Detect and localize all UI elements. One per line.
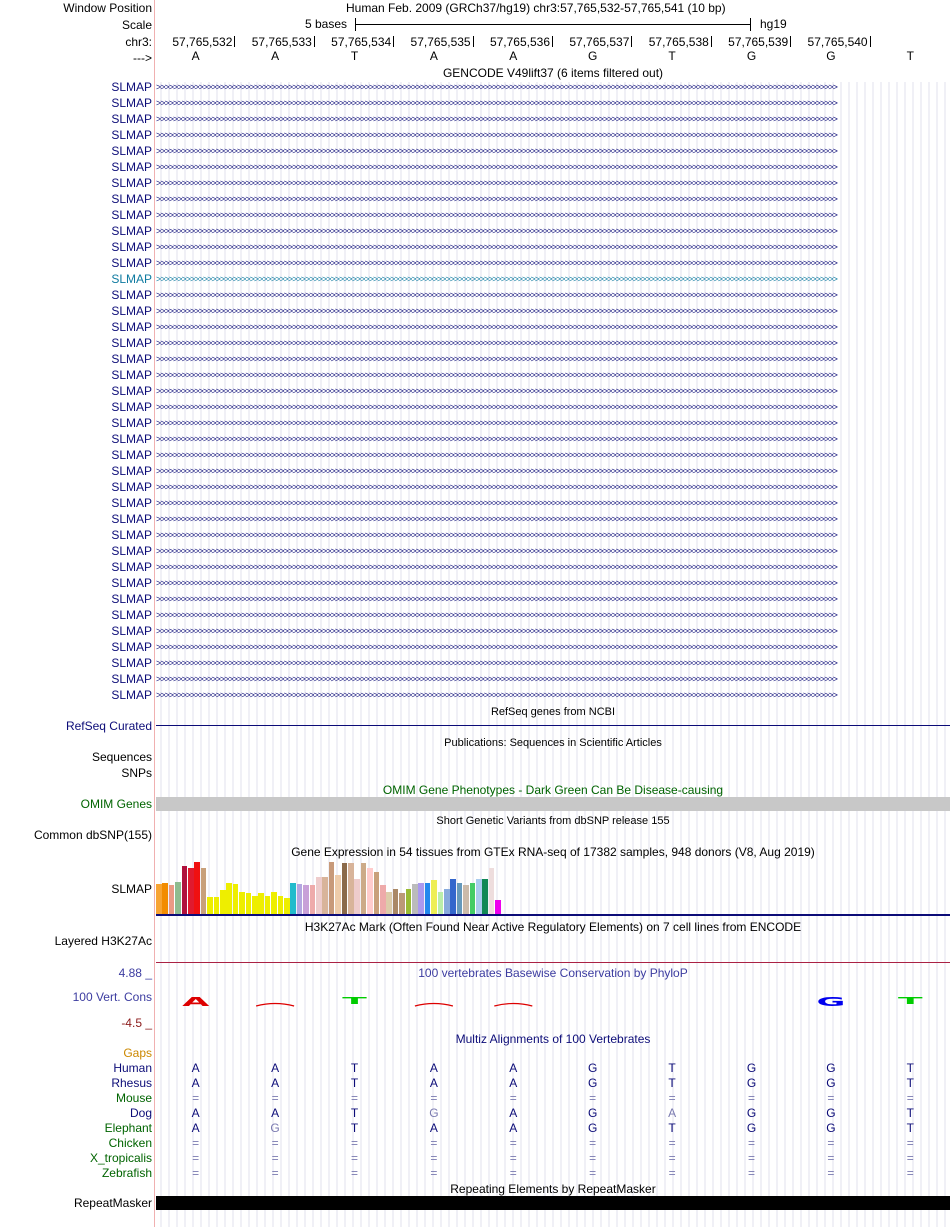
gencode-transcript-label[interactable]: SLMAP — [111, 144, 152, 158]
scale-bar — [355, 24, 751, 25]
gtex-tissue-bar[interactable] — [290, 883, 296, 915]
base-letter: G — [588, 49, 598, 63]
gencode-transcript-label[interactable]: SLMAP — [111, 224, 152, 238]
strand-label: ---> — [133, 51, 152, 65]
multiz-base: A — [429, 1121, 438, 1135]
gencode-transcript-line[interactable]: >>>>>>>>>>>>>>>>>>>>>>>>>>>>>>>>>>>>>>>>>>>>>>>>>>>>>>>>>>>>>>>>>>>>>>>>>>>>>>>>>>>>>>>>>>>>>>>>>>>>>>>>>>>>>>>>>>>>>>>>>>>>>>>>>>>>>>>>>>>>>>>>>>>>>>>>>>>>>>>> — [156, 178, 837, 188]
gtex-tissue-bar[interactable] — [271, 892, 277, 915]
multiz-base: = — [747, 1136, 755, 1150]
base-letter: T — [906, 49, 914, 63]
multiz-species-label[interactable]: Chicken — [108, 1136, 152, 1150]
multiz-base: T — [906, 1061, 914, 1075]
gencode-transcript-label[interactable]: SLMAP — [111, 384, 152, 398]
multiz-species-label[interactable]: Human — [113, 1061, 152, 1075]
gencode-transcript-label[interactable]: SLMAP — [111, 128, 152, 142]
gencode-transcript-label[interactable]: SLMAP — [111, 528, 152, 542]
gtex-tissue-bar[interactable] — [438, 892, 444, 915]
gtex-tissue-bar[interactable] — [476, 879, 482, 915]
gencode-transcript-line[interactable]: >>>>>>>>>>>>>>>>>>>>>>>>>>>>>>>>>>>>>>>>>>>>>>>>>>>>>>>>>>>>>>>>>>>>>>>>>>>>>>>>>>>>>>>>>>>>>>>>>>>>>>>>>>>>>>>>>>>>>>>>>>>>>>>>>>>>>>>>>>>>>>>>>>>>>>>>>>>>>>>> — [156, 482, 837, 492]
position-label: 57,765,538 — [648, 35, 709, 49]
gtex-tissue-bar[interactable] — [278, 896, 284, 915]
omim-track-label[interactable]: OMIM Genes — [80, 797, 152, 811]
phylop-ymin: -4.5 _ — [121, 1016, 152, 1030]
gtex-tissue-bar[interactable] — [482, 879, 488, 915]
gtex-tissue-bar[interactable] — [258, 893, 264, 915]
gencode-transcript-line[interactable]: >>>>>>>>>>>>>>>>>>>>>>>>>>>>>>>>>>>>>>>>>>>>>>>>>>>>>>>>>>>>>>>>>>>>>>>>>>>>>>>>>>>>>>>>>>>>>>>>>>>>>>>>>>>>>>>>>>>>>>>>>>>>>>>>>>>>>>>>>>>>>>>>>>>>>>>>>>>>>>>> — [156, 258, 837, 268]
gencode-transcript-label[interactable]: SLMAP — [111, 480, 152, 494]
multiz-base: = — [430, 1151, 438, 1165]
multiz-base: = — [747, 1091, 755, 1105]
multiz-base: T — [668, 1121, 676, 1135]
multiz-species-label[interactable]: Mouse — [115, 1091, 152, 1105]
multiz-base: A — [271, 1106, 280, 1120]
multiz-species-label[interactable]: Rhesus — [111, 1076, 152, 1090]
gtex-tissue-bar[interactable] — [297, 884, 303, 915]
gtex-tissue-bar[interactable] — [226, 883, 232, 915]
gencode-transcript-line[interactable]: >>>>>>>>>>>>>>>>>>>>>>>>>>>>>>>>>>>>>>>>>>>>>>>>>>>>>>>>>>>>>>>>>>>>>>>>>>>>>>>>>>>>>>>>>>>>>>>>>>>>>>>>>>>>>>>>>>>>>>>>>>>>>>>>>>>>>>>>>>>>>>>>>>>>>>>>>>>>>>>> — [156, 194, 837, 204]
multiz-base: A — [509, 1106, 518, 1120]
gtex-tissue-bar[interactable] — [457, 883, 463, 915]
phylop-letter: T — [898, 994, 923, 1007]
gencode-transcript-line[interactable]: >>>>>>>>>>>>>>>>>>>>>>>>>>>>>>>>>>>>>>>>>>>>>>>>>>>>>>>>>>>>>>>>>>>>>>>>>>>>>>>>>>>>>>>>>>>>>>>>>>>>>>>>>>>>>>>>>>>>>>>>>>>>>>>>>>>>>>>>>>>>>>>>>>>>>>>>>>>>>>>> — [156, 354, 837, 364]
base-letter: A — [191, 49, 200, 63]
multiz-base: A — [191, 1061, 200, 1075]
scale-text: 5 bases — [305, 17, 348, 31]
gencode-transcript-line[interactable]: >>>>>>>>>>>>>>>>>>>>>>>>>>>>>>>>>>>>>>>>>>>>>>>>>>>>>>>>>>>>>>>>>>>>>>>>>>>>>>>>>>>>>>>>>>>>>>>>>>>>>>>>>>>>>>>>>>>>>>>>>>>>>>>>>>>>>>>>>>>>>>>>>>>>>>>>>>>>>>>> — [156, 306, 837, 316]
gtex-tissue-bar[interactable] — [156, 884, 162, 915]
multiz-base: = — [906, 1136, 914, 1150]
gtex-tissue-bar[interactable] — [380, 885, 386, 915]
phylop-track-label[interactable]: 100 Vert. Cons — [72, 990, 152, 1004]
gencode-track-title: GENCODE V49lift37 (6 items filtered out) — [442, 66, 664, 80]
position-tick — [393, 36, 394, 47]
gencode-transcript-label[interactable]: SLMAP — [111, 160, 152, 174]
gencode-transcript-label[interactable]: SLMAP — [111, 368, 152, 382]
multiz-base: G — [746, 1061, 757, 1075]
gencode-transcript-line[interactable]: >>>>>>>>>>>>>>>>>>>>>>>>>>>>>>>>>>>>>>>>>>>>>>>>>>>>>>>>>>>>>>>>>>>>>>>>>>>>>>>>>>>>>>>>>>>>>>>>>>>>>>>>>>>>>>>>>>>>>>>>>>>>>>>>>>>>>>>>>>>>>>>>>>>>>>>>>>>>>>>> — [156, 370, 837, 380]
multiz-base: A — [509, 1121, 518, 1135]
gtex-tissue-bar[interactable] — [412, 884, 418, 915]
multiz-base: T — [350, 1121, 359, 1135]
base-letter: G — [746, 49, 757, 63]
multiz-base: = — [350, 1136, 358, 1150]
gtex-tissue-bar[interactable] — [182, 866, 188, 915]
base-letter: T — [668, 49, 676, 63]
gencode-transcript-line[interactable]: >>>>>>>>>>>>>>>>>>>>>>>>>>>>>>>>>>>>>>>>>>>>>>>>>>>>>>>>>>>>>>>>>>>>>>>>>>>>>>>>>>>>>>>>>>>>>>>>>>>>>>>>>>>>>>>>>>>>>>>>>>>>>>>>>>>>>>>>>>>>>>>>>>>>>>>>>>>>>>>> — [156, 690, 837, 700]
window-position-label: Window Position — [63, 1, 152, 15]
gtex-tissue-bar[interactable] — [233, 884, 239, 915]
gencode-transcript-line[interactable]: >>>>>>>>>>>>>>>>>>>>>>>>>>>>>>>>>>>>>>>>>>>>>>>>>>>>>>>>>>>>>>>>>>>>>>>>>>>>>>>>>>>>>>>>>>>>>>>>>>>>>>>>>>>>>>>>>>>>>>>>>>>>>>>>>>>>>>>>>>>>>>>>>>>>>>>>>>>>>>>> — [156, 210, 837, 220]
multiz-base: A — [668, 1106, 677, 1120]
position-label: 57,765,534 — [331, 35, 392, 49]
gtex-tissue-bar[interactable] — [194, 862, 200, 915]
gtex-tissue-bar[interactable] — [239, 892, 245, 915]
gencode-transcript-line[interactable]: >>>>>>>>>>>>>>>>>>>>>>>>>>>>>>>>>>>>>>>>>>>>>>>>>>>>>>>>>>>>>>>>>>>>>>>>>>>>>>>>>>>>>>>>>>>>>>>>>>>>>>>>>>>>>>>>>>>>>>>>>>>>>>>>>>>>>>>>>>>>>>>>>>>>>>>>>>>>>>>> — [156, 466, 837, 476]
multiz-species-label[interactable]: Gaps — [123, 1046, 152, 1060]
multiz-base: = — [906, 1091, 914, 1105]
multiz-base: A — [509, 1061, 518, 1075]
gtex-tissue-bar[interactable] — [201, 868, 207, 915]
multiz-base: G — [746, 1076, 757, 1090]
gencode-transcript-line[interactable]: >>>>>>>>>>>>>>>>>>>>>>>>>>>>>>>>>>>>>>>>>>>>>>>>>>>>>>>>>>>>>>>>>>>>>>>>>>>>>>>>>>>>>>>>>>>>>>>>>>>>>>>>>>>>>>>>>>>>>>>>>>>>>>>>>>>>>>>>>>>>>>>>>>>>>>>>>>>>>>>> — [156, 82, 837, 92]
multiz-base: A — [271, 1076, 280, 1090]
gencode-transcript-line[interactable]: >>>>>>>>>>>>>>>>>>>>>>>>>>>>>>>>>>>>>>>>>>>>>>>>>>>>>>>>>>>>>>>>>>>>>>>>>>>>>>>>>>>>>>>>>>>>>>>>>>>>>>>>>>>>>>>>>>>>>>>>>>>>>>>>>>>>>>>>>>>>>>>>>>>>>>>>>>>>>>>> — [156, 162, 837, 172]
base-letter: A — [509, 49, 518, 63]
multiz-base: A — [271, 1061, 280, 1075]
gencode-transcript-label[interactable]: SLMAP — [111, 352, 152, 366]
multiz-base: A — [191, 1076, 200, 1090]
dbsnp-track-label[interactable]: Common dbSNP(155) — [33, 828, 152, 842]
gencode-transcript-label[interactable]: SLMAP — [111, 416, 152, 430]
multiz-base: A — [429, 1076, 438, 1090]
gtex-tissue-bar[interactable] — [367, 868, 373, 915]
multiz-base: = — [192, 1091, 200, 1105]
multiz-base: T — [906, 1121, 914, 1135]
gencode-transcript-label[interactable]: SLMAP — [111, 272, 152, 286]
multiz-base: = — [350, 1166, 358, 1180]
multiz-base: = — [906, 1166, 914, 1180]
gencode-transcript-line[interactable]: >>>>>>>>>>>>>>>>>>>>>>>>>>>>>>>>>>>>>>>>>>>>>>>>>>>>>>>>>>>>>>>>>>>>>>>>>>>>>>>>>>>>>>>>>>>>>>>>>>>>>>>>>>>>>>>>>>>>>>>>>>>>>>>>>>>>>>>>>>>>>>>>>>>>>>>>>>>>>>>> — [156, 98, 837, 108]
gencode-transcript-label[interactable]: SLMAP — [111, 576, 152, 590]
refseq-gene-line[interactable] — [156, 725, 950, 726]
omim-track-title: OMIM Gene Phenotypes - Dark Green Can Be Disease-causing — [382, 783, 724, 797]
multiz-base: = — [350, 1091, 358, 1105]
gtex-tissue-bar[interactable] — [214, 897, 220, 915]
gencode-transcript-line[interactable]: >>>>>>>>>>>>>>>>>>>>>>>>>>>>>>>>>>>>>>>>>>>>>>>>>>>>>>>>>>>>>>>>>>>>>>>>>>>>>>>>>>>>>>>>>>>>>>>>>>>>>>>>>>>>>>>>>>>>>>>>>>>>>>>>>>>>>>>>>>>>>>>>>>>>>>>>>>>>>>>> — [156, 642, 837, 652]
gtex-tissue-bar[interactable] — [252, 896, 258, 915]
multiz-base: = — [827, 1151, 835, 1165]
gtex-tissue-bar[interactable] — [207, 897, 213, 915]
gtex-tissue-bar[interactable] — [386, 892, 392, 915]
gencode-transcript-label[interactable]: SLMAP — [111, 496, 152, 510]
gencode-transcript-line[interactable]: >>>>>>>>>>>>>>>>>>>>>>>>>>>>>>>>>>>>>>>>>>>>>>>>>>>>>>>>>>>>>>>>>>>>>>>>>>>>>>>>>>>>>>>>>>>>>>>>>>>>>>>>>>>>>>>>>>>>>>>>>>>>>>>>>>>>>>>>>>>>>>>>>>>>>>>>>>>>>>>> — [156, 514, 837, 524]
gencode-transcript-label[interactable]: SLMAP — [111, 544, 152, 558]
phylop-letter: T — [342, 994, 367, 1007]
gencode-transcript-line[interactable]: >>>>>>>>>>>>>>>>>>>>>>>>>>>>>>>>>>>>>>>>>>>>>>>>>>>>>>>>>>>>>>>>>>>>>>>>>>>>>>>>>>>>>>>>>>>>>>>>>>>>>>>>>>>>>>>>>>>>>>>>>>>>>>>>>>>>>>>>>>>>>>>>>>>>>>>>>>>>>>>> — [156, 546, 837, 556]
multiz-base: G — [429, 1106, 439, 1120]
gencode-transcript-line[interactable]: >>>>>>>>>>>>>>>>>>>>>>>>>>>>>>>>>>>>>>>>>>>>>>>>>>>>>>>>>>>>>>>>>>>>>>>>>>>>>>>>>>>>>>>>>>>>>>>>>>>>>>>>>>>>>>>>>>>>>>>>>>>>>>>>>>>>>>>>>>>>>>>>>>>>>>>>>>>>>>>> — [156, 114, 837, 124]
multiz-base: = — [668, 1091, 676, 1105]
gtex-tissue-bar[interactable] — [335, 875, 341, 915]
multiz-base: = — [668, 1166, 676, 1180]
gtex-track-label[interactable]: SLMAP — [111, 882, 152, 896]
gencode-transcript-label[interactable]: SLMAP — [111, 256, 152, 270]
multiz-base: T — [350, 1061, 359, 1075]
gencode-transcript-line[interactable]: >>>>>>>>>>>>>>>>>>>>>>>>>>>>>>>>>>>>>>>>>>>>>>>>>>>>>>>>>>>>>>>>>>>>>>>>>>>>>>>>>>>>>>>>>>>>>>>>>>>>>>>>>>>>>>>>>>>>>>>>>>>>>>>>>>>>>>>>>>>>>>>>>>>>>>>>>>>>>>>> — [156, 626, 837, 636]
phylop-ymax: 4.88 _ — [118, 966, 152, 980]
gtex-tissue-bar[interactable] — [418, 883, 424, 915]
multiz-base: = — [509, 1166, 517, 1180]
gencode-transcript-label[interactable]: SLMAP — [111, 304, 152, 318]
gtex-tissue-bar[interactable] — [406, 889, 412, 915]
position-tick — [314, 36, 315, 47]
multiz-base: = — [350, 1151, 358, 1165]
gencode-transcript-label[interactable]: SLMAP — [111, 512, 152, 526]
gtex-tissue-bar[interactable] — [354, 879, 360, 915]
gtex-baseline — [156, 914, 950, 916]
multiz-base: A — [509, 1076, 518, 1090]
gencode-transcript-line[interactable]: >>>>>>>>>>>>>>>>>>>>>>>>>>>>>>>>>>>>>>>>>>>>>>>>>>>>>>>>>>>>>>>>>>>>>>>>>>>>>>>>>>>>>>>>>>>>>>>>>>>>>>>>>>>>>>>>>>>>>>>>>>>>>>>>>>>>>>>>>>>>>>>>>>>>>>>>>>>>>>>> — [156, 610, 837, 620]
gencode-transcript-line[interactable]: >>>>>>>>>>>>>>>>>>>>>>>>>>>>>>>>>>>>>>>>>>>>>>>>>>>>>>>>>>>>>>>>>>>>>>>>>>>>>>>>>>>>>>>>>>>>>>>>>>>>>>>>>>>>>>>>>>>>>>>>>>>>>>>>>>>>>>>>>>>>>>>>>>>>>>>>>>>>>>>> — [156, 322, 837, 332]
gencode-transcript-label[interactable]: SLMAP — [111, 240, 152, 254]
scale-bar-right-tick — [750, 18, 751, 31]
multiz-base: = — [430, 1166, 438, 1180]
multiz-base: A — [191, 1121, 200, 1135]
position-tick — [234, 36, 235, 47]
multiz-base: = — [509, 1136, 517, 1150]
multiz-base: G — [270, 1121, 280, 1135]
multiz-base: T — [906, 1106, 914, 1120]
multiz-base: = — [589, 1166, 597, 1180]
gencode-transcript-label[interactable]: SLMAP — [111, 464, 152, 478]
base-letter: A — [429, 49, 438, 63]
gencode-transcript-label[interactable]: SLMAP — [111, 400, 152, 414]
multiz-base: G — [826, 1076, 836, 1090]
multiz-base: = — [192, 1151, 200, 1165]
multiz-species-label[interactable]: Elephant — [104, 1121, 152, 1135]
multiz-base: = — [271, 1166, 279, 1180]
gencode-transcript-line[interactable]: >>>>>>>>>>>>>>>>>>>>>>>>>>>>>>>>>>>>>>>>>>>>>>>>>>>>>>>>>>>>>>>>>>>>>>>>>>>>>>>>>>>>>>>>>>>>>>>>>>>>>>>>>>>>>>>>>>>>>>>>>>>>>>>>>>>>>>>>>>>>>>>>>>>>>>>>>>>>>>>> — [156, 594, 837, 604]
multiz-base: = — [430, 1136, 438, 1150]
gtex-tissue-bar[interactable] — [361, 863, 367, 915]
base-letter: G — [826, 49, 836, 63]
gencode-transcript-line[interactable]: >>>>>>>>>>>>>>>>>>>>>>>>>>>>>>>>>>>>>>>>>>>>>>>>>>>>>>>>>>>>>>>>>>>>>>>>>>>>>>>>>>>>>>>>>>>>>>>>>>>>>>>>>>>>>>>>>>>>>>>>>>>>>>>>>>>>>>>>>>>>>>>>>>>>>>>>>>>>>>>> — [156, 146, 837, 156]
multiz-base: = — [668, 1136, 676, 1150]
dbsnp-track-title: Short Genetic Variants from dbSNP release 155 — [436, 815, 670, 827]
gencode-transcript-label[interactable]: SLMAP — [111, 208, 152, 222]
snps-track-label[interactable]: SNPs — [121, 766, 152, 780]
multiz-base: G — [826, 1106, 836, 1120]
gencode-transcript-label[interactable]: SLMAP — [111, 560, 152, 574]
multiz-base: G — [588, 1121, 598, 1135]
scale-db: hg19 — [760, 17, 787, 31]
gencode-transcript-line[interactable]: >>>>>>>>>>>>>>>>>>>>>>>>>>>>>>>>>>>>>>>>>>>>>>>>>>>>>>>>>>>>>>>>>>>>>>>>>>>>>>>>>>>>>>>>>>>>>>>>>>>>>>>>>>>>>>>>>>>>>>>>>>>>>>>>>>>>>>>>>>>>>>>>>>>>>>>>>>>>>>>> — [156, 658, 837, 668]
gencode-transcript-line[interactable]: >>>>>>>>>>>>>>>>>>>>>>>>>>>>>>>>>>>>>>>>>>>>>>>>>>>>>>>>>>>>>>>>>>>>>>>>>>>>>>>>>>>>>>>>>>>>>>>>>>>>>>>>>>>>>>>>>>>>>>>>>>>>>>>>>>>>>>>>>>>>>>>>>>>>>>>>>>>>>>>> — [156, 242, 837, 252]
position-tick — [631, 36, 632, 47]
position-label: 57,765,539 — [728, 35, 789, 49]
multiz-base: T — [906, 1076, 914, 1090]
multiz-base: G — [746, 1106, 757, 1120]
phylop-track-title: 100 vertebrates Basewise Conservation by PhyloP — [418, 966, 688, 980]
position-label: 57,765,533 — [251, 35, 312, 49]
gtex-tissue-bar[interactable] — [188, 868, 194, 915]
refseq-track-label[interactable]: RefSeq Curated — [65, 719, 152, 733]
gencode-transcript-label[interactable]: SLMAP — [111, 288, 152, 302]
multiz-base: = — [589, 1136, 597, 1150]
phylop-score-mark — [494, 1004, 532, 1007]
base-letter: A — [271, 49, 280, 63]
gtex-tissue-bar[interactable] — [316, 877, 322, 915]
multiz-species-label[interactable]: X_tropicalis — [89, 1151, 152, 1165]
position-label: 57,765,535 — [410, 35, 471, 49]
phylop-logo[interactable] — [0, 990, 950, 1012]
position-tick — [552, 36, 553, 47]
multiz-species-label[interactable]: Dog — [129, 1106, 152, 1120]
gtex-tissue-bar[interactable] — [310, 885, 316, 915]
gencode-transcript-line[interactable]: >>>>>>>>>>>>>>>>>>>>>>>>>>>>>>>>>>>>>>>>>>>>>>>>>>>>>>>>>>>>>>>>>>>>>>>>>>>>>>>>>>>>>>>>>>>>>>>>>>>>>>>>>>>>>>>>>>>>>>>>>>>>>>>>>>>>>>>>>>>>>>>>>>>>>>>>>>>>>>>> — [156, 226, 837, 236]
multiz-base: = — [430, 1091, 438, 1105]
gtex-tissue-bar[interactable] — [322, 877, 328, 915]
gencode-transcript-label[interactable]: SLMAP — [111, 672, 152, 686]
gtex-track-title: Gene Expression in 54 tissues from GTEx RNA-seq of 17382 samples, 948 donors (V8, Aug 2019) — [291, 845, 815, 859]
phylop-score-mark — [256, 1004, 294, 1007]
repeatmasker-feature-bar[interactable] — [156, 1196, 950, 1210]
multiz-base: = — [668, 1151, 676, 1165]
multiz-track-title: Multiz Alignments of 100 Vertebrates — [455, 1032, 651, 1046]
gtex-tissue-bar[interactable] — [431, 880, 437, 915]
multiz-base: = — [192, 1166, 200, 1180]
gtex-tissue-bar[interactable] — [489, 868, 495, 915]
gencode-transcript-line[interactable]: >>>>>>>>>>>>>>>>>>>>>>>>>>>>>>>>>>>>>>>>>>>>>>>>>>>>>>>>>>>>>>>>>>>>>>>>>>>>>>>>>>>>>>>>>>>>>>>>>>>>>>>>>>>>>>>>>>>>>>>>>>>>>>>>>>>>>>>>>>>>>>>>>>>>>>>>>>>>>>>> — [156, 274, 837, 284]
gtex-tissue-bar[interactable] — [450, 879, 456, 915]
gtex-tissue-bar[interactable] — [284, 898, 290, 915]
refseq-track-title: RefSeq genes from NCBI — [490, 706, 616, 718]
multiz-base: = — [192, 1136, 200, 1150]
gencode-transcript-label[interactable]: SLMAP — [111, 624, 152, 638]
gencode-transcript-label[interactable]: SLMAP — [111, 112, 152, 126]
multiz-base: = — [509, 1151, 517, 1165]
scale-bar-left-tick — [355, 18, 356, 31]
gencode-transcript-line[interactable]: >>>>>>>>>>>>>>>>>>>>>>>>>>>>>>>>>>>>>>>>>>>>>>>>>>>>>>>>>>>>>>>>>>>>>>>>>>>>>>>>>>>>>>>>>>>>>>>>>>>>>>>>>>>>>>>>>>>>>>>>>>>>>>>>>>>>>>>>>>>>>>>>>>>>>>>>>>>>>>>> — [156, 498, 837, 508]
gtex-tissue-bar[interactable] — [399, 893, 405, 915]
h3k27ac-track-title: H3K27Ac Mark (Often Found Near Active Regulatory Elements) on 7 cell lines from ENCODE — [304, 920, 802, 934]
phylop-letter: A — [182, 995, 210, 1010]
multiz-base: A — [429, 1061, 438, 1075]
gencode-transcript-label[interactable]: SLMAP — [111, 688, 152, 702]
multiz-base: A — [191, 1106, 200, 1120]
gencode-transcript-label[interactable]: SLMAP — [111, 96, 152, 110]
gencode-transcript-line[interactable]: >>>>>>>>>>>>>>>>>>>>>>>>>>>>>>>>>>>>>>>>>>>>>>>>>>>>>>>>>>>>>>>>>>>>>>>>>>>>>>>>>>>>>>>>>>>>>>>>>>>>>>>>>>>>>>>>>>>>>>>>>>>>>>>>>>>>>>>>>>>>>>>>>>>>>>>>>>>>>>>> — [156, 386, 837, 396]
multiz-base: = — [827, 1166, 835, 1180]
gencode-transcript-line[interactable]: >>>>>>>>>>>>>>>>>>>>>>>>>>>>>>>>>>>>>>>>>>>>>>>>>>>>>>>>>>>>>>>>>>>>>>>>>>>>>>>>>>>>>>>>>>>>>>>>>>>>>>>>>>>>>>>>>>>>>>>>>>>>>>>>>>>>>>>>>>>>>>>>>>>>>>>>>>>>>>>> — [156, 530, 837, 540]
multiz-base: G — [588, 1076, 598, 1090]
multiz-base: T — [668, 1061, 676, 1075]
multiz-base: T — [668, 1076, 676, 1090]
multiz-base: = — [509, 1091, 517, 1105]
gencode-transcript-label[interactable]: SLMAP — [111, 432, 152, 446]
phylop-letter: G — [816, 995, 846, 1010]
gtex-tissue-bar[interactable] — [425, 883, 431, 915]
multiz-base: G — [588, 1061, 598, 1075]
multiz-base: = — [827, 1136, 835, 1150]
gencode-transcript-line[interactable]: >>>>>>>>>>>>>>>>>>>>>>>>>>>>>>>>>>>>>>>>>>>>>>>>>>>>>>>>>>>>>>>>>>>>>>>>>>>>>>>>>>>>>>>>>>>>>>>>>>>>>>>>>>>>>>>>>>>>>>>>>>>>>>>>>>>>>>>>>>>>>>>>>>>>>>>>>>>>>>>> — [156, 450, 837, 460]
multiz-base: G — [588, 1106, 598, 1120]
gtex-tissue-bar[interactable] — [175, 882, 181, 915]
position-tick — [711, 36, 712, 47]
h3k27ac-track-label[interactable]: Layered H3K27Ac — [54, 934, 152, 948]
repeatmasker-track-title: Repeating Elements by RepeatMasker — [450, 1182, 656, 1196]
publications-track-label[interactable]: Sequences — [91, 750, 152, 764]
multiz-base: = — [747, 1151, 755, 1165]
position-tick — [790, 36, 791, 47]
gencode-transcript-label[interactable]: SLMAP — [111, 336, 152, 350]
multiz-base: G — [746, 1121, 757, 1135]
gencode-transcript-label[interactable]: SLMAP — [111, 80, 152, 94]
multiz-base: G — [826, 1121, 836, 1135]
multiz-base: = — [271, 1136, 279, 1150]
gtex-bar-chart[interactable] — [156, 860, 536, 915]
gencode-transcript-label[interactable]: SLMAP — [111, 448, 152, 462]
multiz-base: T — [350, 1076, 359, 1090]
gtex-tissue-bar[interactable] — [220, 890, 226, 915]
repeatmasker-track-label[interactable]: RepeatMasker — [73, 1196, 152, 1210]
gencode-transcript-line[interactable]: >>>>>>>>>>>>>>>>>>>>>>>>>>>>>>>>>>>>>>>>>>>>>>>>>>>>>>>>>>>>>>>>>>>>>>>>>>>>>>>>>>>>>>>>>>>>>>>>>>>>>>>>>>>>>>>>>>>>>>>>>>>>>>>>>>>>>>>>>>>>>>>>>>>>>>>>>>>>>>>> — [156, 578, 837, 588]
gencode-transcript-line[interactable]: >>>>>>>>>>>>>>>>>>>>>>>>>>>>>>>>>>>>>>>>>>>>>>>>>>>>>>>>>>>>>>>>>>>>>>>>>>>>>>>>>>>>>>>>>>>>>>>>>>>>>>>>>>>>>>>>>>>>>>>>>>>>>>>>>>>>>>>>>>>>>>>>>>>>>>>>>>>>>>>> — [156, 290, 837, 300]
position-tick — [870, 36, 871, 47]
multiz-base: = — [906, 1151, 914, 1165]
gtex-tissue-bar[interactable] — [246, 893, 252, 915]
gencode-transcript-label[interactable]: SLMAP — [111, 656, 152, 670]
gencode-transcript-line[interactable]: >>>>>>>>>>>>>>>>>>>>>>>>>>>>>>>>>>>>>>>>>>>>>>>>>>>>>>>>>>>>>>>>>>>>>>>>>>>>>>>>>>>>>>>>>>>>>>>>>>>>>>>>>>>>>>>>>>>>>>>>>>>>>>>>>>>>>>>>>>>>>>>>>>>>>>>>>>>>>>>> — [156, 338, 837, 348]
multiz-base: = — [747, 1166, 755, 1180]
window-position-value[interactable]: Human Feb. 2009 (GRCh37/hg19) chr3:57,765,532-57,765,541 (10 bp) — [346, 1, 726, 15]
gencode-transcript-line[interactable]: >>>>>>>>>>>>>>>>>>>>>>>>>>>>>>>>>>>>>>>>>>>>>>>>>>>>>>>>>>>>>>>>>>>>>>>>>>>>>>>>>>>>>>>>>>>>>>>>>>>>>>>>>>>>>>>>>>>>>>>>>>>>>>>>>>>>>>>>>>>>>>>>>>>>>>>>>>>>>>>> — [156, 434, 837, 444]
gencode-transcript-label[interactable]: SLMAP — [111, 176, 152, 190]
chrom-label: chr3: — [125, 35, 152, 49]
gencode-transcript-line[interactable]: >>>>>>>>>>>>>>>>>>>>>>>>>>>>>>>>>>>>>>>>>>>>>>>>>>>>>>>>>>>>>>>>>>>>>>>>>>>>>>>>>>>>>>>>>>>>>>>>>>>>>>>>>>>>>>>>>>>>>>>>>>>>>>>>>>>>>>>>>>>>>>>>>>>>>>>>>>>>>>>> — [156, 402, 837, 412]
position-label: 57,765,537 — [569, 35, 630, 49]
gencode-transcript-label[interactable]: SLMAP — [111, 592, 152, 606]
gtex-tissue-bar[interactable] — [470, 883, 476, 915]
gtex-tissue-bar[interactable] — [348, 863, 354, 915]
gencode-transcript-label[interactable]: SLMAP — [111, 640, 152, 654]
gtex-tissue-bar[interactable] — [393, 889, 399, 915]
gtex-tissue-bar[interactable] — [265, 896, 271, 915]
gtex-tissue-bar[interactable] — [444, 889, 450, 915]
gtex-tissue-bar[interactable] — [303, 885, 309, 915]
multiz-species-label[interactable]: Zebrafish — [101, 1166, 152, 1180]
multiz-base: = — [271, 1151, 279, 1165]
gencode-transcript-label[interactable]: SLMAP — [111, 320, 152, 334]
position-label: 57,765,532 — [172, 35, 233, 49]
gencode-transcript-line[interactable]: >>>>>>>>>>>>>>>>>>>>>>>>>>>>>>>>>>>>>>>>>>>>>>>>>>>>>>>>>>>>>>>>>>>>>>>>>>>>>>>>>>>>>>>>>>>>>>>>>>>>>>>>>>>>>>>>>>>>>>>>>>>>>>>>>>>>>>>>>>>>>>>>>>>>>>>>>>>>>>>> — [156, 562, 837, 572]
gencode-transcript-line[interactable]: >>>>>>>>>>>>>>>>>>>>>>>>>>>>>>>>>>>>>>>>>>>>>>>>>>>>>>>>>>>>>>>>>>>>>>>>>>>>>>>>>>>>>>>>>>>>>>>>>>>>>>>>>>>>>>>>>>>>>>>>>>>>>>>>>>>>>>>>>>>>>>>>>>>>>>>>>>>>>>>> — [156, 130, 837, 140]
multiz-base: = — [589, 1091, 597, 1105]
gencode-transcript-label[interactable]: SLMAP — [111, 192, 152, 206]
publications-track-title: Publications: Sequences in Scientific Articles — [444, 737, 662, 749]
gtex-tissue-bar[interactable] — [374, 872, 380, 915]
base-letter: T — [350, 49, 359, 63]
gtex-tissue-bar[interactable] — [495, 900, 501, 915]
gtex-tissue-bar[interactable] — [329, 862, 335, 915]
multiz-base: = — [827, 1091, 835, 1105]
gencode-transcript-line[interactable]: >>>>>>>>>>>>>>>>>>>>>>>>>>>>>>>>>>>>>>>>>>>>>>>>>>>>>>>>>>>>>>>>>>>>>>>>>>>>>>>>>>>>>>>>>>>>>>>>>>>>>>>>>>>>>>>>>>>>>>>>>>>>>>>>>>>>>>>>>>>>>>>>>>>>>>>>>>>>>>>> — [156, 674, 837, 684]
multiz-base: = — [589, 1151, 597, 1165]
multiz-base: G — [826, 1061, 836, 1075]
phylop-score-mark — [415, 1004, 453, 1007]
gtex-tissue-bar[interactable] — [169, 885, 175, 915]
position-tick — [473, 36, 474, 47]
multiz-base: = — [271, 1091, 279, 1105]
h3k27ac-signal-line — [156, 962, 950, 963]
gtex-tissue-bar[interactable] — [463, 885, 469, 915]
position-label: 57,765,536 — [489, 35, 550, 49]
scale-label: Scale — [121, 18, 152, 32]
gencode-transcript-line[interactable]: >>>>>>>>>>>>>>>>>>>>>>>>>>>>>>>>>>>>>>>>>>>>>>>>>>>>>>>>>>>>>>>>>>>>>>>>>>>>>>>>>>>>>>>>>>>>>>>>>>>>>>>>>>>>>>>>>>>>>>>>>>>>>>>>>>>>>>>>>>>>>>>>>>>>>>>>>>>>>>>> — [156, 418, 837, 428]
position-label: 57,765,540 — [807, 35, 868, 49]
omim-feature-bar[interactable] — [156, 797, 950, 811]
gencode-transcript-label[interactable]: SLMAP — [111, 608, 152, 622]
gtex-tissue-bar[interactable] — [342, 863, 348, 915]
multiz-base: T — [350, 1106, 359, 1120]
gtex-tissue-bar[interactable] — [162, 883, 168, 915]
